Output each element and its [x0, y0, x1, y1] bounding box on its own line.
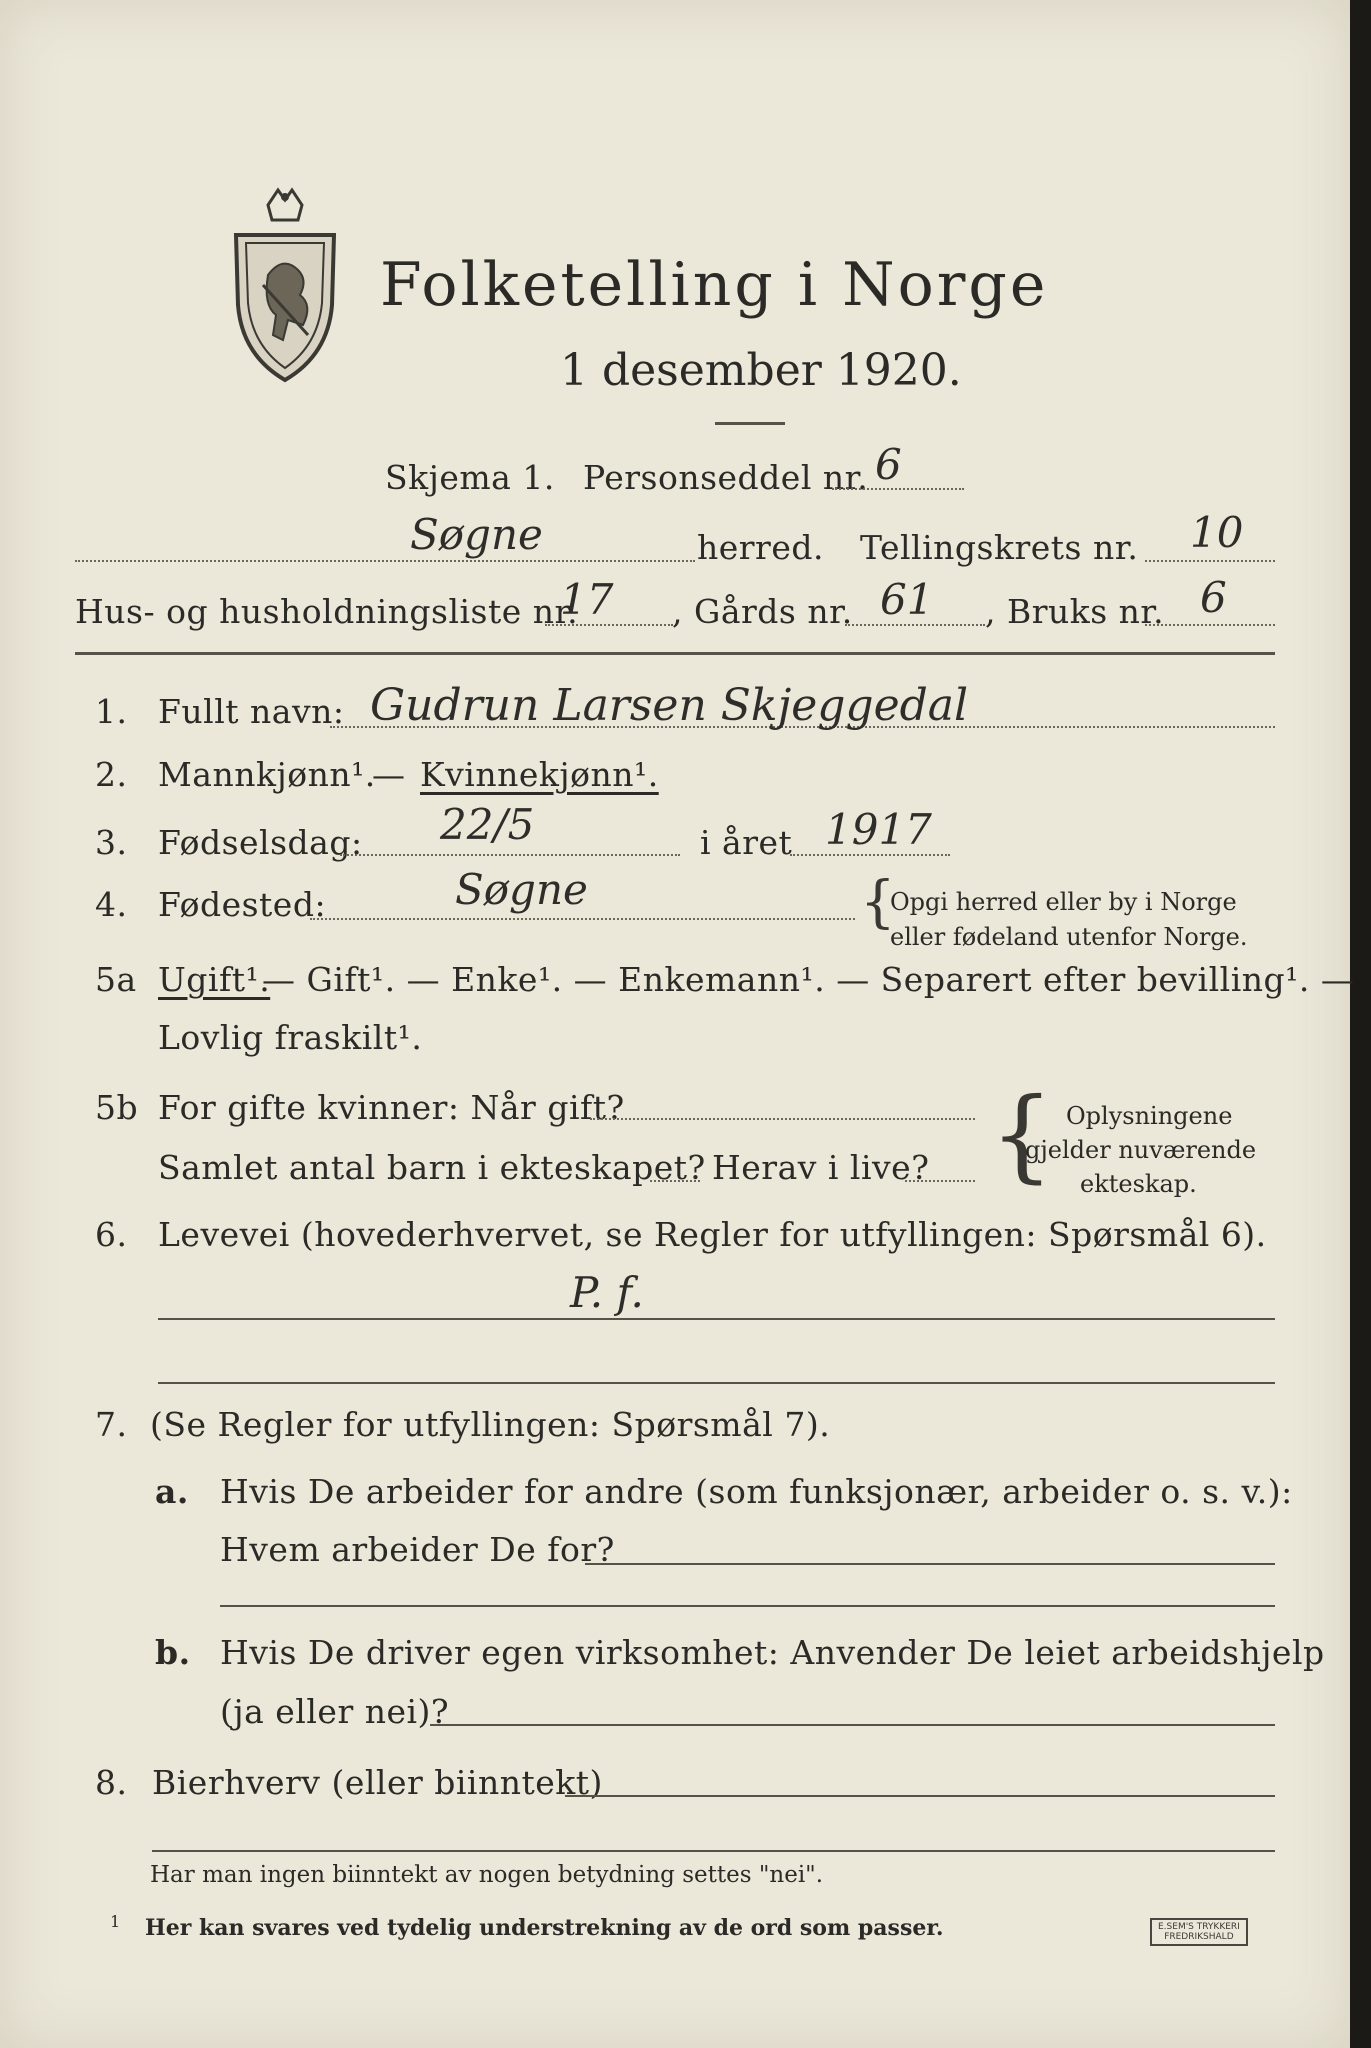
q4-label: Fødested: — [158, 885, 327, 924]
q5a-ugift-option[interactable]: Ugift¹. — [158, 960, 271, 999]
q7-label: (Se Regler for utfyllingen: Spørsmål 7). — [150, 1405, 831, 1444]
q5b-alive-label: Herav i live? — [712, 1148, 930, 1187]
q3-year-label: i året — [700, 823, 793, 862]
q4-birthplace-value[interactable]: Søgne — [455, 865, 588, 914]
q7a-label: Hvis De arbeider for andre (som funksjonær, arbeider o. s. v.): — [220, 1472, 1293, 1511]
hus-field-line — [545, 624, 673, 626]
tellingskrets-label: Tellingskrets nr. — [860, 528, 1139, 567]
q7b-yes-no-label: (ja eller nei)? — [220, 1692, 450, 1731]
personseddel-value[interactable]: 6 — [875, 440, 902, 489]
q5a-fraskilt-option[interactable]: Lovlig fraskilt¹. — [158, 1018, 423, 1057]
form-title: Folketelling i Norge — [380, 250, 1049, 320]
q5b-children-field-line — [650, 1180, 700, 1182]
q7a-employer-label: Hvem arbeider De for? — [220, 1530, 615, 1569]
q5a-other-options[interactable]: — Gift¹. — Enke¹. — Enkemann¹. — Separert efter bevilling¹. — — [262, 960, 1355, 999]
q2-male-option[interactable]: Mannkjønn¹. — [158, 755, 376, 794]
q1-label: Fullt navn: — [158, 692, 345, 731]
bruks-value[interactable]: 6 — [1200, 573, 1227, 622]
q3-year-value[interactable]: 1917 — [825, 805, 932, 854]
q5b-note-line2: gjelder nuværende — [1025, 1136, 1257, 1164]
printer-stamp: E.SEM'S TRYKKERI FREDRIKSHALD — [1150, 1918, 1248, 1946]
q7a-number: a. — [155, 1472, 189, 1511]
q7-number: 7. — [95, 1405, 128, 1444]
q4-field-line — [310, 918, 855, 920]
q3-number: 3. — [95, 823, 128, 862]
q1-full-name-value[interactable]: Gudrun Larsen Skjeggedal — [370, 680, 969, 731]
personseddel-label: Personseddel nr. — [583, 458, 869, 497]
norway-coat-of-arms-icon — [228, 185, 343, 385]
q5b-note-brace: { — [990, 1076, 1054, 1193]
q6-field-line-2 — [158, 1382, 1275, 1384]
q5b-note-line3: ekteskap. — [1080, 1170, 1197, 1198]
q8-extra-field-line — [152, 1850, 1275, 1852]
footnote-mark: 1 — [110, 1912, 121, 1931]
q5b-married-field-line — [590, 1118, 975, 1120]
hus-value[interactable]: 17 — [560, 575, 614, 624]
gards-value[interactable]: 61 — [880, 575, 934, 624]
bruks-label: , Bruks nr. — [985, 592, 1165, 631]
q7b-number: b. — [155, 1633, 191, 1672]
tellingskrets-field-line — [1145, 560, 1275, 562]
footnote-text: Her kan svares ved tydelig understrekning av de ord som passer. — [145, 1915, 944, 1941]
q3-year-field-line — [790, 854, 950, 856]
q8-number: 8. — [95, 1763, 128, 1802]
q4-note-brace: { — [860, 870, 896, 935]
hus-label: Hus- og husholdningsliste nr. — [75, 592, 579, 631]
q5b-children-label: Samlet antal barn i ekteskapet? — [158, 1148, 706, 1187]
q3-label: Fødselsdag: — [158, 823, 363, 862]
q8-field-line — [565, 1795, 1275, 1797]
q8-label: Bierhverv (eller biinntekt) — [152, 1763, 603, 1802]
q2-number: 2. — [95, 755, 128, 794]
herred-label: herred. — [697, 528, 824, 567]
title-divider — [715, 422, 785, 425]
q4-number: 4. — [95, 885, 128, 924]
herred-value[interactable]: Søgne — [410, 510, 543, 559]
q4-note-line2: eller fødeland utenfor Norge. — [890, 923, 1248, 951]
q1-number: 1. — [95, 692, 128, 731]
gards-label: , Gårds nr. — [672, 592, 853, 631]
q7a-extra-field-line — [220, 1605, 1275, 1607]
bruks-field-line — [1145, 624, 1275, 626]
q4-note-line1: Opgi herred eller by i Norge — [890, 888, 1237, 916]
q6-number: 6. — [95, 1215, 128, 1254]
q5b-label: For gifte kvinner: Når gift? — [158, 1088, 625, 1127]
header-rule — [75, 652, 1275, 655]
q6-field-line-1 — [158, 1318, 1275, 1320]
census-date: 1 desember 1920. — [560, 345, 962, 396]
q3-day-field-line — [340, 854, 680, 856]
skjema-label: Skjema 1. — [385, 458, 555, 497]
q5b-alive-field-line — [905, 1180, 975, 1182]
herred-field-line — [75, 560, 695, 562]
q5b-note-line1: Oplysningene — [1066, 1102, 1233, 1130]
q7b-label: Hvis De driver egen virksomhet: Anvender De leiet arbeidshjelp — [220, 1633, 1325, 1672]
q6-occupation-value[interactable]: P. f. — [570, 1268, 644, 1317]
q7a-employer-field-line — [585, 1563, 1275, 1565]
q3-birthday-value[interactable]: 22/5 — [440, 800, 535, 849]
biinntekt-note: Har man ingen biinntekt av nogen betydning settes "nei". — [150, 1862, 824, 1888]
gards-field-line — [845, 624, 985, 626]
q5b-number: 5b — [95, 1088, 139, 1127]
q7b-field-line — [430, 1724, 1275, 1726]
q5a-number: 5a — [95, 960, 137, 999]
q6-label: Levevei (hovederhvervet, se Regler for utfyllingen: Spørsmål 6). — [158, 1215, 1267, 1254]
q2-female-option[interactable]: Kvinnekjønn¹. — [420, 755, 659, 794]
tellingskrets-value[interactable]: 10 — [1190, 508, 1244, 557]
q2-separator: — — [372, 755, 406, 794]
